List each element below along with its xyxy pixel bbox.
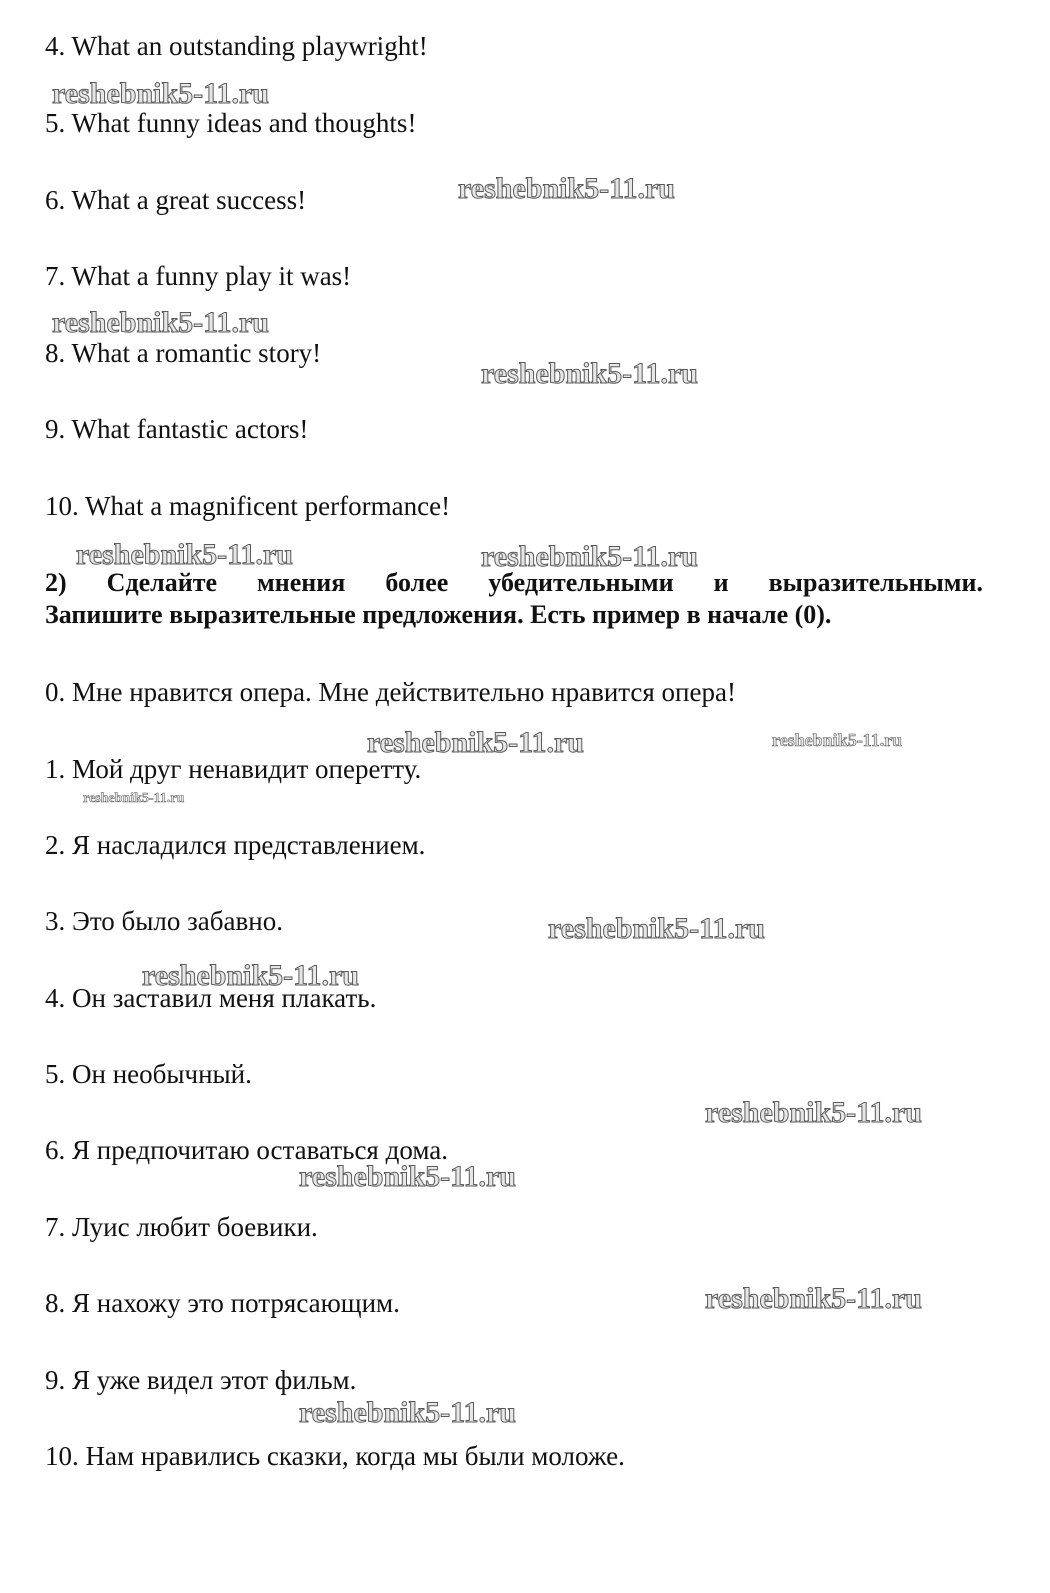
exercise-line: 1. Мой друг ненавидит оперетту. xyxy=(45,754,422,784)
watermark: reshebnik5-11.ru xyxy=(83,791,185,806)
watermark: reshebnik5-11.ru xyxy=(705,1096,922,1129)
task-heading xyxy=(45,567,983,631)
exercise-line: 3. Это было забавно. xyxy=(45,906,283,936)
exercise-line: 10. Нам нравились сказки, когда мы были моложе. xyxy=(45,1441,625,1471)
watermark: reshebnik5-11.ru xyxy=(367,726,584,759)
watermark: reshebnik5-11.ru xyxy=(52,306,269,339)
exercise-line: 6. Я предпочитаю оставаться дома. xyxy=(45,1135,448,1165)
watermark: reshebnik5-11.ru xyxy=(458,172,675,205)
exercise-line: 2. Я насладился представлением. xyxy=(45,830,426,860)
watermark: reshebnik5-11.ru xyxy=(548,912,765,945)
exercise-line: 5. Он необычный. xyxy=(45,1059,252,1089)
exercise-line: 8. Я нахожу это потрясающим. xyxy=(45,1288,400,1318)
exercise-line: 7. Луис любит боевики. xyxy=(45,1212,318,1242)
watermark: reshebnik5-11.ru xyxy=(142,959,359,992)
exercise-line: 9. Я уже видел этот фильм. xyxy=(45,1365,357,1395)
task-heading-line: Запишите выразительные предложения. Есть пример в начале (0). xyxy=(45,600,832,629)
exercise-line: 4. Он заставил меня плакать. xyxy=(45,983,377,1013)
exercise-line: 10. What a magnificent performance! xyxy=(45,491,451,521)
exercise-line: 4. What an outstanding playwright! xyxy=(45,31,428,61)
watermark: reshebnik5-11.ru xyxy=(299,1396,516,1429)
watermark: reshebnik5-11.ru xyxy=(76,538,293,571)
exercise-line: 9. What fantastic actors! xyxy=(45,414,309,444)
exercise-line: 8. What a romantic story! xyxy=(45,338,322,368)
watermark: reshebnik5-11.ru xyxy=(481,540,698,573)
exercise-line: 6. What a great success! xyxy=(45,185,307,215)
watermark: reshebnik5-11.ru xyxy=(705,1282,922,1315)
exercise-line: 7. What a funny play it was! xyxy=(45,261,352,291)
watermark: reshebnik5-11.ru xyxy=(299,1160,516,1193)
watermark: reshebnik5-11.ru xyxy=(481,357,698,390)
watermark: reshebnik5-11.ru xyxy=(772,730,903,750)
watermark: reshebnik5-11.ru xyxy=(52,77,269,110)
task-heading-line: 2) Сделайте мнения более убедительными и выразительными. xyxy=(45,568,983,597)
exercise-line: 5. What funny ideas and thoughts! xyxy=(45,108,417,138)
exercise-line: 0. Мне нравится опера. Мне действительно нравится опера! xyxy=(45,677,736,707)
